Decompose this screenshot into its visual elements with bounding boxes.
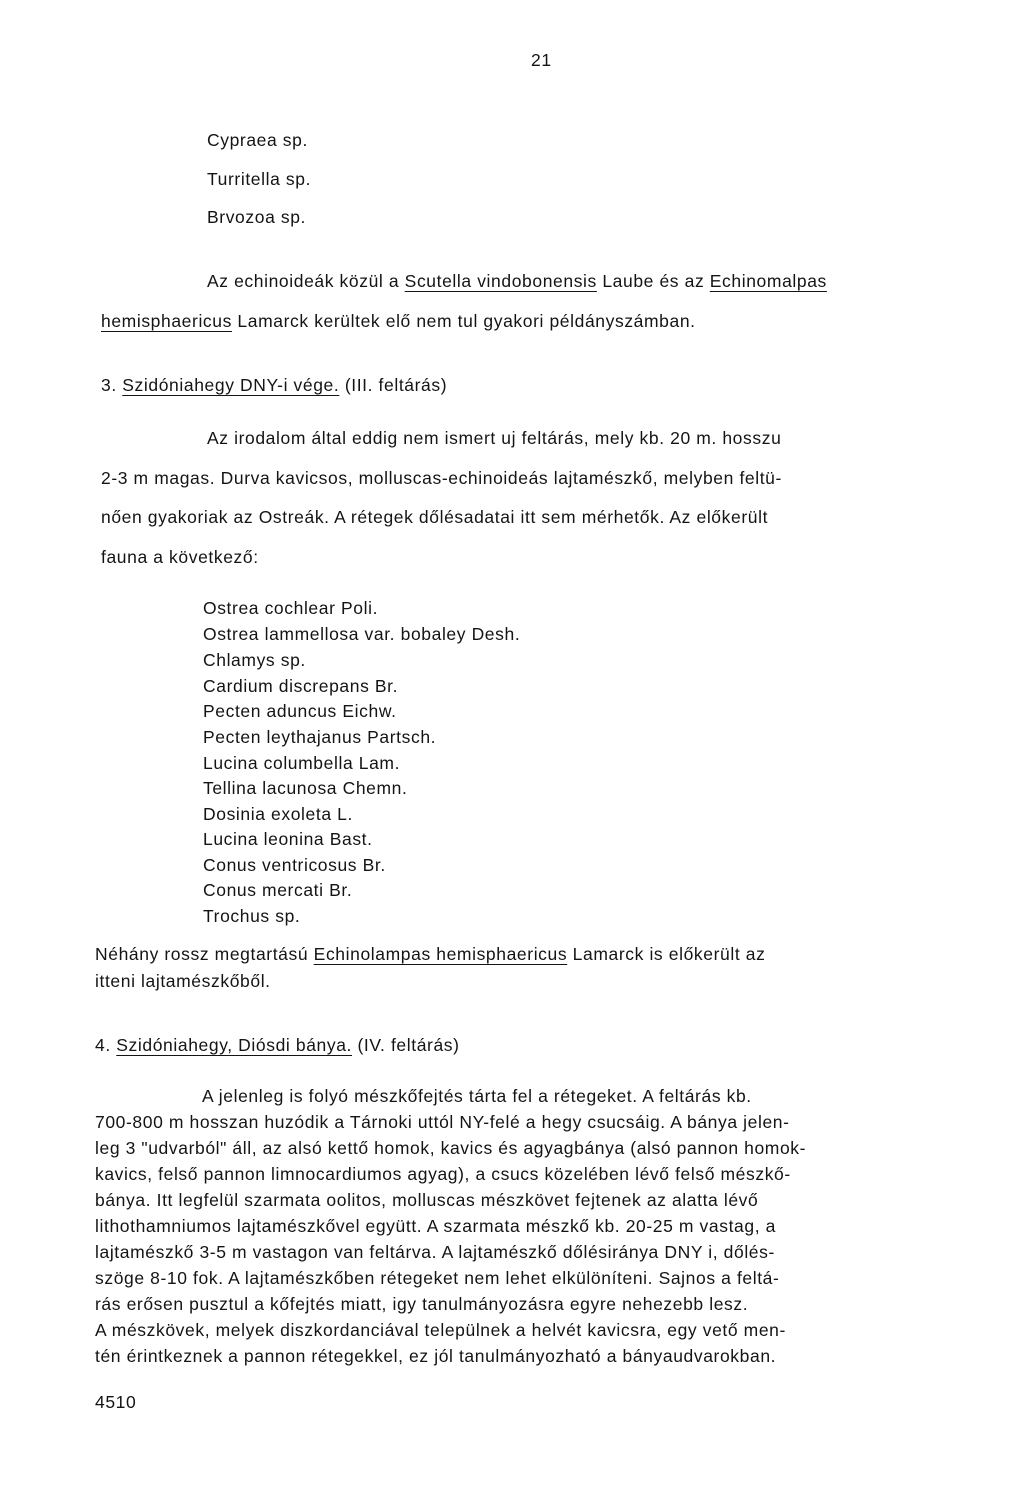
- paragraph-line: Néhány rossz megtartású Echinolampas hemisphaericus Lamarck is előkerült az: [95, 944, 766, 964]
- list-item: Cypraea sp.: [207, 130, 308, 150]
- paragraph-line: tén érintkeznek a pannon rétegekkel, ez jól tanulmányozható a bányaudvarokban.: [95, 1346, 777, 1366]
- taxon-name: Scutella vindobonensis: [404, 271, 597, 291]
- list-item: Brvozoa sp.: [207, 207, 307, 227]
- list-item: Lucina leonina Bast.: [203, 829, 373, 849]
- paragraph-line: lithothamniumos lajtamészkővel együtt. A szarmata mészkő kb. 20-25 m vastag, a: [95, 1216, 776, 1236]
- section-heading: 3. Szidóniahegy DNY-i vége. (III. feltárás): [101, 375, 448, 395]
- paragraph-line: Az irodalom által eddig nem ismert uj feltárás, mely kb. 20 m. hosszu: [207, 428, 782, 448]
- taxon-name: Echinolampas hemisphaericus: [313, 944, 568, 964]
- paragraph-line: szöge 8-10 fok. A lajtamészkőben rétegeket nem lehet elkülöníteni. Sajnos a feltá-: [95, 1268, 780, 1288]
- paragraph-line: A mészkövek, melyek diszkordanciával települnek a helvét kavicsra, egy vető men-: [95, 1320, 786, 1340]
- footer-code: 4510: [95, 1392, 137, 1412]
- list-item: Cardium discrepans Br.: [203, 676, 399, 696]
- paragraph-line: kavics, felső pannon limnocardiumos agyag), a csucs közelében lévő felső mészkő-: [95, 1164, 791, 1184]
- paragraph-line: hemisphaericus Lamarck kerültek elő nem tul gyakori példányszámban.: [101, 311, 696, 331]
- list-item: Ostrea cochlear Poli.: [203, 598, 379, 618]
- paragraph-line: 2-3 m magas. Durva kavicsos, molluscas-echinoideás lajtamészkő, melyben feltü-: [101, 468, 782, 488]
- list-item: Turritella sp.: [207, 169, 312, 189]
- list-item: Conus mercati Br.: [203, 880, 353, 900]
- paragraph-line: lajtamészkő 3-5 m vastagon van feltárva. A lajtamészkő dőlésiránya DNY i, dőlés-: [95, 1242, 775, 1262]
- paragraph-line: A jelenleg is folyó mészkőfejtés tárta fel a rétegeket. A feltárás kb.: [202, 1086, 752, 1106]
- taxon-name: Echinomalpas: [709, 271, 827, 291]
- list-item: Pecten leythajanus Partsch.: [203, 727, 437, 747]
- list-item: Chlamys sp.: [203, 650, 306, 670]
- paragraph-line: bánya. Itt legfelül szarmata oolitos, molluscas mészkövet fejtenek az alatta lévő: [95, 1190, 759, 1210]
- paragraph-line: Az echinoideák közül a Scutella vindobonensis Laube és az Echinomalpas: [207, 271, 827, 291]
- paragraph-line: fauna a következő:: [101, 547, 259, 567]
- list-item: Pecten aduncus Eichw.: [203, 701, 397, 721]
- section-title: Szidóniahegy DNY-i vége.: [122, 375, 340, 395]
- page-number: 21: [531, 50, 552, 70]
- list-item: Trochus sp.: [203, 906, 301, 926]
- taxon-name: hemisphaericus: [101, 311, 232, 331]
- section-title: Szidóniahegy, Diósdi bánya.: [116, 1035, 353, 1055]
- list-item: Lucina columbella Lam.: [203, 753, 401, 773]
- paragraph-line: leg 3 "udvarból" áll, az alsó kettő homok, kavics és agyagbánya (alsó pannon homok-: [95, 1138, 807, 1158]
- paragraph-line: itteni lajtamészkőből.: [95, 971, 271, 991]
- paragraph-line: nően gyakoriak az Ostreák. A rétegek dőlésadatai itt sem mérhetők. Az előkerült: [101, 507, 769, 527]
- list-item: Dosinia exoleta L.: [203, 804, 353, 824]
- paragraph-line: rás erősen pusztul a kőfejtés miatt, igy tanulmányozásra egyre nehezebb lesz.: [95, 1294, 749, 1314]
- list-item: Ostrea lammellosa var. bobaley Desh.: [203, 624, 521, 644]
- paragraph-line: 700-800 m hosszan huzódik a Tárnoki uttól NY-felé a hegy csucsáig. A bánya jelen-: [95, 1112, 790, 1132]
- list-item: Tellina lacunosa Chemn.: [203, 778, 408, 798]
- section-heading: 4. Szidóniahegy, Diósdi bánya. (IV. feltárás): [95, 1035, 460, 1055]
- list-item: Conus ventricosus Br.: [203, 855, 386, 875]
